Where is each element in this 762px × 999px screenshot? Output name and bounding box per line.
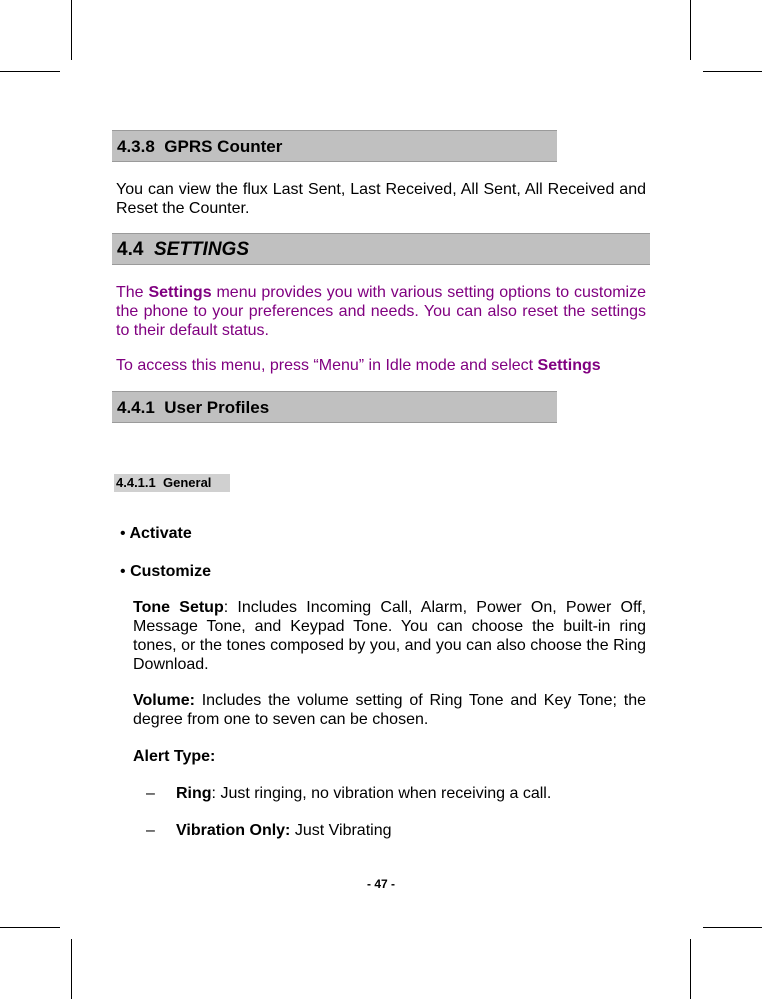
section-heading-user-profiles <box>112 391 557 423</box>
section-number: 4.4 <box>117 239 144 260</box>
tone-setup-description: Tone Setup: Includes Incoming Call, Alarm, Power On, Power Off, Message Tone, and Keypad Tone. You can choose the built-in ring tones, or the tones composed by you, and you can also choose the Ring Download. <box>133 599 647 673</box>
section-title: SETTINGS <box>153 239 249 260</box>
bullet-icon: • <box>120 525 126 542</box>
bullet-customize <box>120 562 211 581</box>
alert-type-label: Alert Type: <box>133 748 216 765</box>
term-label: Volume: <box>133 692 195 709</box>
section-title: User Profiles <box>164 398 270 417</box>
term-label: Tone Setup <box>133 599 224 616</box>
section-heading-settings <box>112 233 650 265</box>
crop-mark <box>690 939 691 999</box>
bullet-icon: • <box>120 563 126 580</box>
settings-keyword: Settings <box>537 357 601 374</box>
dash-marker: – <box>146 822 155 839</box>
alert-option-vibration: – Vibration Only: Just Vibrating <box>146 822 392 839</box>
crop-mark <box>703 927 762 928</box>
bullet-label: Activate <box>129 525 192 542</box>
section-heading-general <box>114 474 230 492</box>
crop-mark <box>690 0 691 60</box>
option-label: Ring <box>176 785 212 802</box>
section-number: 4.4.1 <box>117 398 155 417</box>
section-title: General <box>163 475 212 490</box>
settings-access-instructions: To access this menu, press “Menu” in Idle mode and select Settings <box>116 357 601 374</box>
crop-mark <box>71 939 72 999</box>
page-number: - 47 - <box>366 877 395 891</box>
section-number: 4.4.1.1 <box>116 475 156 490</box>
section-title: GPRS Counter <box>164 137 283 156</box>
crop-mark <box>71 0 72 60</box>
section-heading-gprs-counter <box>112 130 557 162</box>
section-number: 4.3.8 <box>117 137 155 156</box>
dash-marker: – <box>146 785 155 802</box>
bullet-activate <box>120 524 192 543</box>
volume-description: Volume: Includes the volume setting of Ring Tone and Key Tone; the degree from one to seven can be chosen. <box>133 692 646 728</box>
crop-mark <box>703 71 762 72</box>
crop-mark <box>0 71 60 72</box>
option-label: Vibration Only: <box>176 822 291 839</box>
crop-mark <box>0 927 60 928</box>
alert-option-ring: – Ring: Just ringing, no vibration when receiving a call. <box>146 785 552 802</box>
settings-intro: The Settings menu provides you with various setting options to customize the phone to your preferences and needs. You can also reset the settings to their default status. <box>116 284 647 339</box>
bullet-label: Customize <box>130 563 211 580</box>
gprs-description: You can view the flux Last Sent, Last Received, All Sent, All Received and Reset the Counter. <box>116 181 646 217</box>
settings-keyword: Settings <box>148 284 212 301</box>
